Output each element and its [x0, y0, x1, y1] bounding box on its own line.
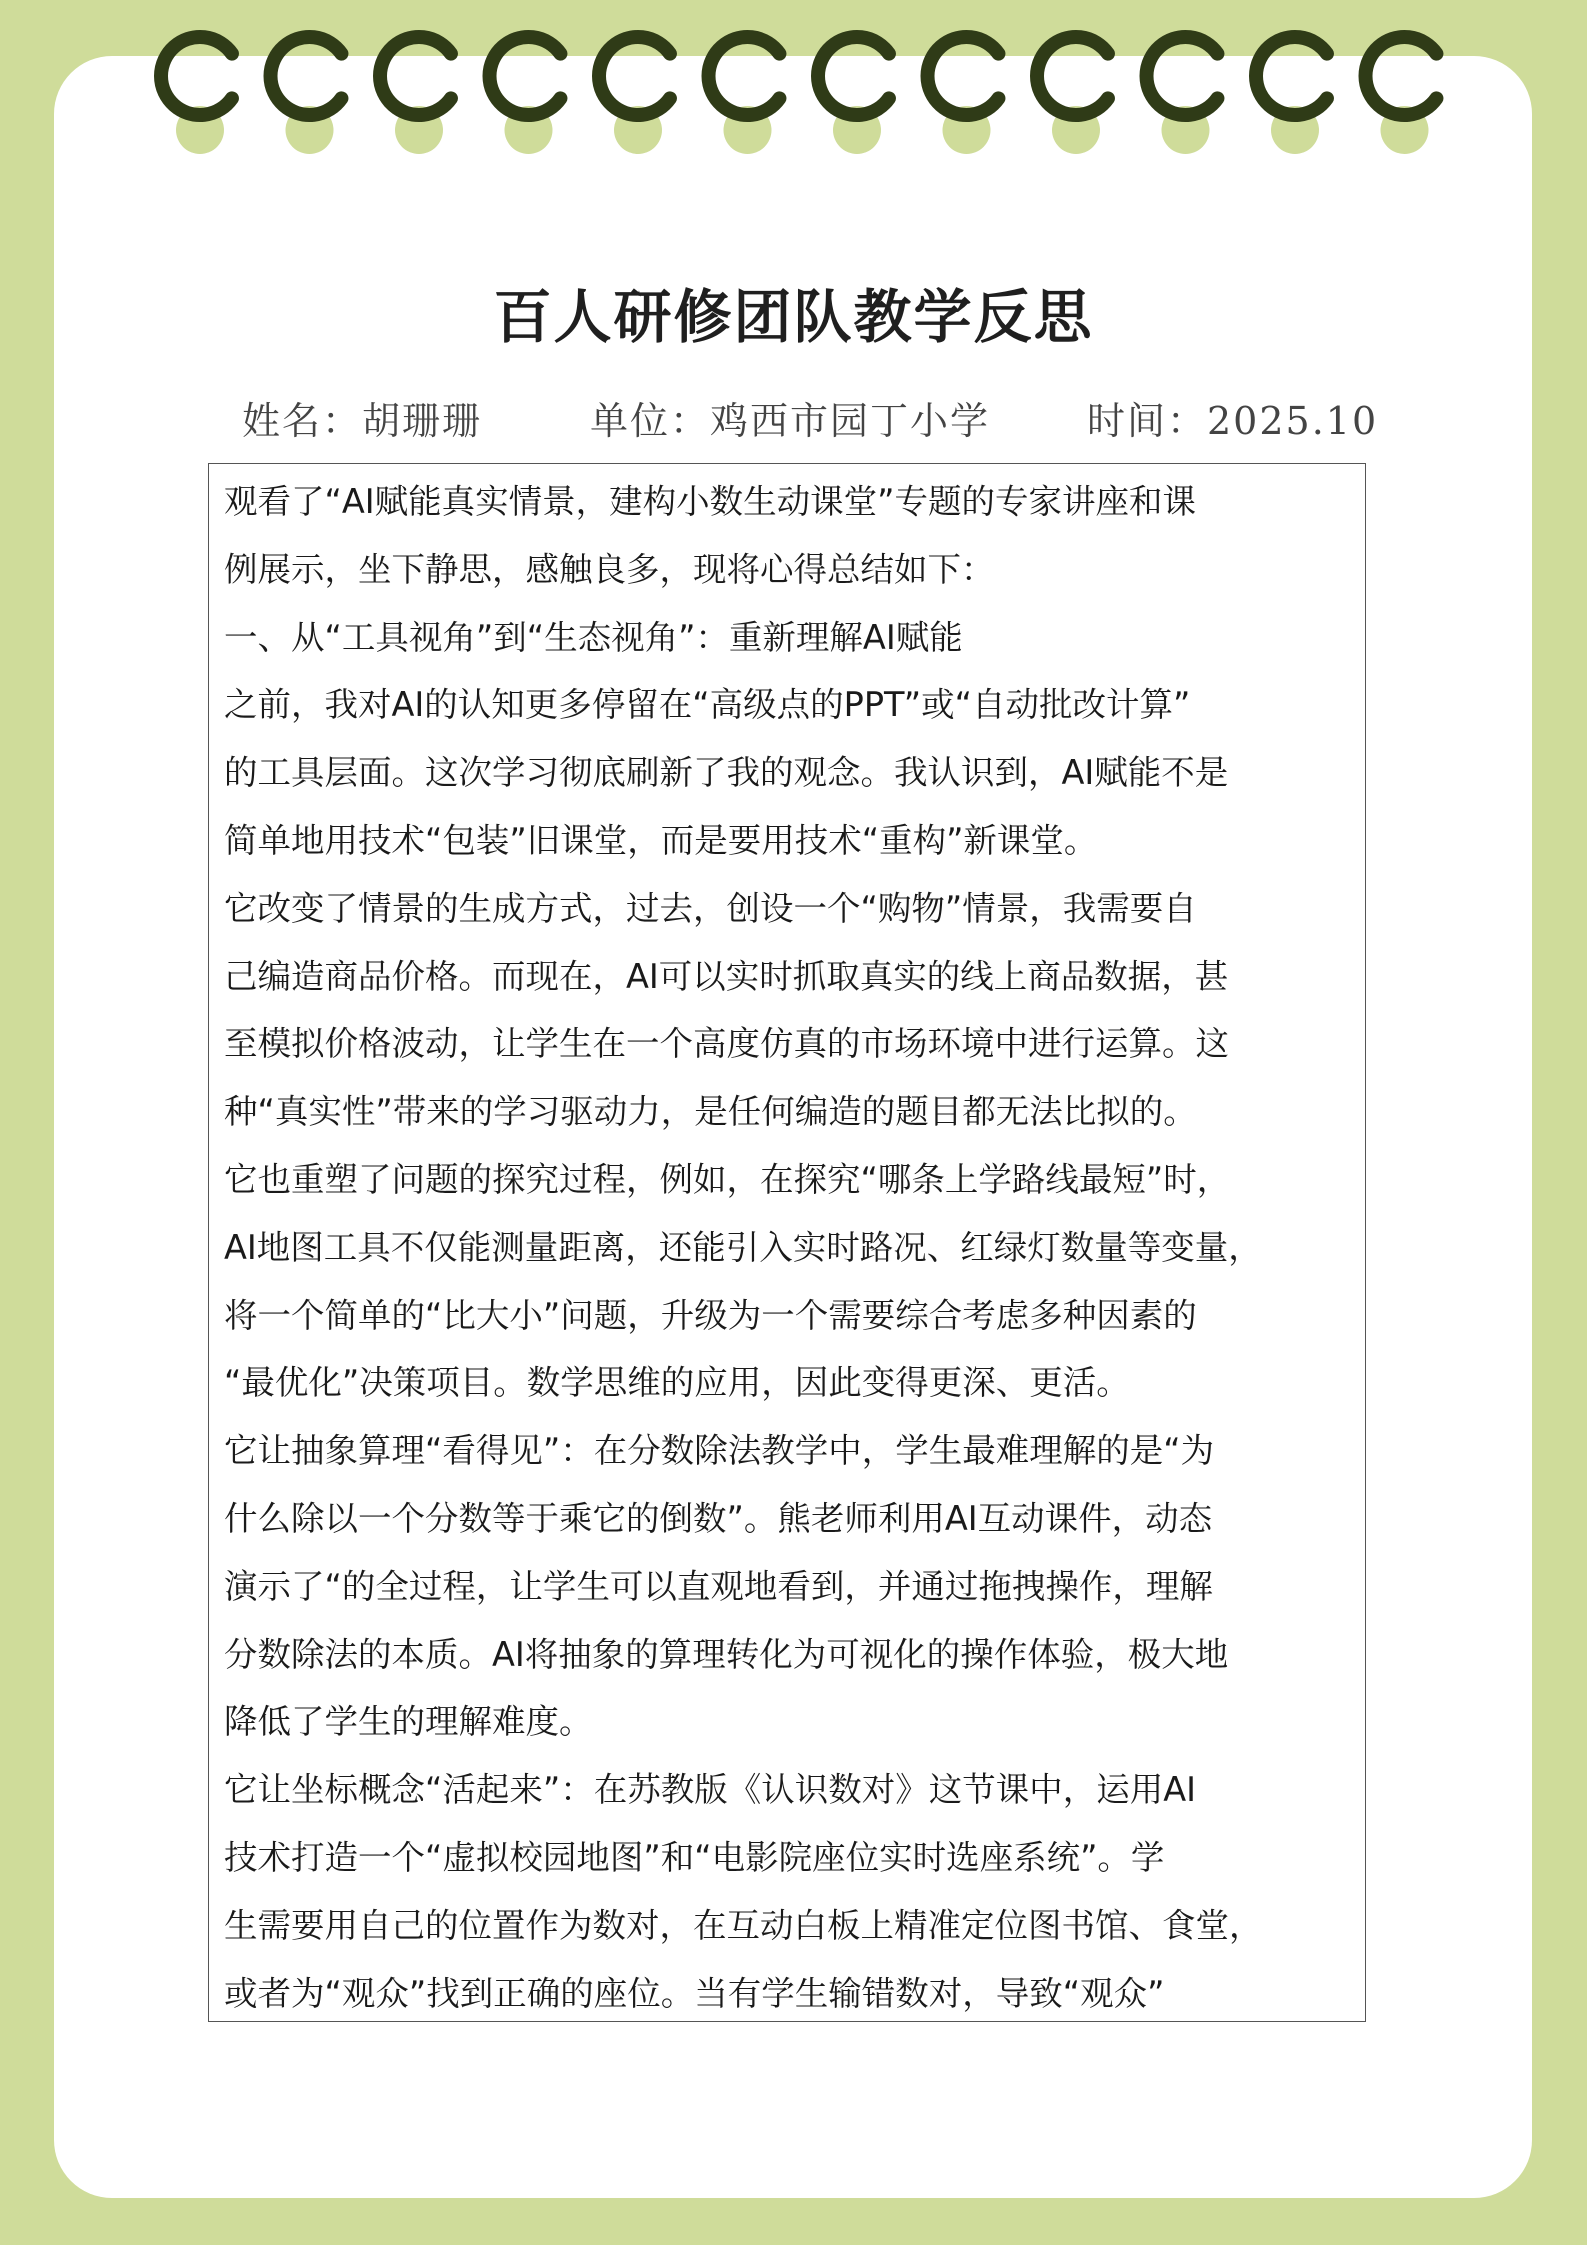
- spiral-binding-ring-icon: [380, 37, 451, 154]
- body-line: 它也重塑了问题的探究过程，例如，在探究“哪条上学路线最短”时，: [224, 1159, 1231, 1199]
- body-line: 观看了“AI赋能真实情景，建构小数生动课堂”专题的专家讲座和课: [224, 482, 1197, 521]
- reflection-body: [208, 463, 1366, 2022]
- body-line: 种“真实性”带来的学习驱动力，是任何编造的题目都无法比拟的。: [224, 1092, 1197, 1132]
- body-line: “最优化”决策项目。数学思维的应用，因此变得更深、更活。: [224, 1363, 1130, 1403]
- body-line: 它让坐标概念“活起来”：在苏教版《认识数对》这节课中，运用AI: [224, 1770, 1197, 1810]
- spiral-binding-ring-icon: [161, 37, 232, 154]
- spiral-binding-ring-icon: [1037, 37, 1108, 154]
- body-line: 例展示，坐下静思，感触良多，现将心得总结如下：: [224, 549, 995, 589]
- spiral-binding-ring-icon: [1146, 37, 1217, 154]
- body-line: 一、从“工具视角”到“生态视角”：重新理解AI赋能: [224, 617, 963, 657]
- body-line: 降低了学生的理解难度。: [224, 1702, 593, 1742]
- body-line: AI地图工具不仅能测量距离，还能引入实时路况、红绿灯数量等变量，: [224, 1227, 1262, 1267]
- body-line: 生需要用自己的位置作为数对，在互动白板上精准定位图书馆、食堂，: [224, 1905, 1263, 1945]
- body-line: 什么除以一个分数等于乘它的倒数”。熊老师利用AI互动课件，动态: [224, 1498, 1213, 1538]
- author-unit: 单位：鸡西市园丁小学: [590, 399, 991, 443]
- spiral-binding-ring-icon: [490, 37, 561, 154]
- spiral-binding: [0, 0, 1587, 170]
- body-line: 简单地用技术“包装”旧课堂，而是要用技术“重构”新课堂。: [224, 820, 1098, 860]
- spiral-binding-ring-icon: [1256, 37, 1327, 154]
- body-line: 至模拟价格波动，让学生在一个高度仿真的市场环境中进行运算。这: [224, 1024, 1229, 1064]
- meta-row: [0, 390, 1587, 450]
- body-line: 或者为“观众”找到正确的座位。当有学生输错数对，导致“观众”: [224, 1973, 1165, 2013]
- author-name: 姓名：胡珊珊: [242, 399, 483, 443]
- spiral-binding-ring-icon: [271, 37, 342, 154]
- spiral-binding-ring-icon: [599, 37, 670, 154]
- body-line: 己编造商品价格。而现在，AI可以实时抓取真实的线上商品数据，甚: [224, 956, 1229, 996]
- body-line: 技术打造一个“虚拟校园地图”和“电影院座位实时选座系统”。学: [224, 1837, 1165, 1877]
- spiral-binding-ring-icon: [818, 37, 889, 154]
- body-line: 将一个简单的“比大小”问题，升级为一个需要综合考虑多种因素的: [224, 1295, 1197, 1335]
- spiral-binding-ring-icon: [928, 37, 999, 154]
- body-line: 它改变了情景的生成方式，过去，创设一个“购物”情景，我需要自: [224, 888, 1197, 928]
- body-line: 之前，我对AI的认知更多停留在“高级点的PPT”或“自动批改计算”: [224, 685, 1191, 725]
- spiral-binding-ring-icon: [709, 37, 780, 154]
- page-title: 百人研修团队教学反思: [493, 283, 1094, 351]
- spiral-binding-ring-icon: [1366, 37, 1437, 154]
- body-line: 的工具层面。这次学习彻底刷新了我的观念。我认识到，AI赋能不是: [224, 753, 1229, 793]
- body-line: 演示了“的全过程，让学生可以直观地看到，并通过拖拽操作，理解: [224, 1566, 1213, 1606]
- body-line: 分数除法的本质。AI将抽象的算理转化为可视化的操作体验，极大地: [224, 1634, 1229, 1674]
- date: 时间：2025.10: [1087, 399, 1379, 443]
- body-line: 它让抽象算理“看得见”：在分数除法教学中，学生最难理解的是“为: [224, 1431, 1215, 1471]
